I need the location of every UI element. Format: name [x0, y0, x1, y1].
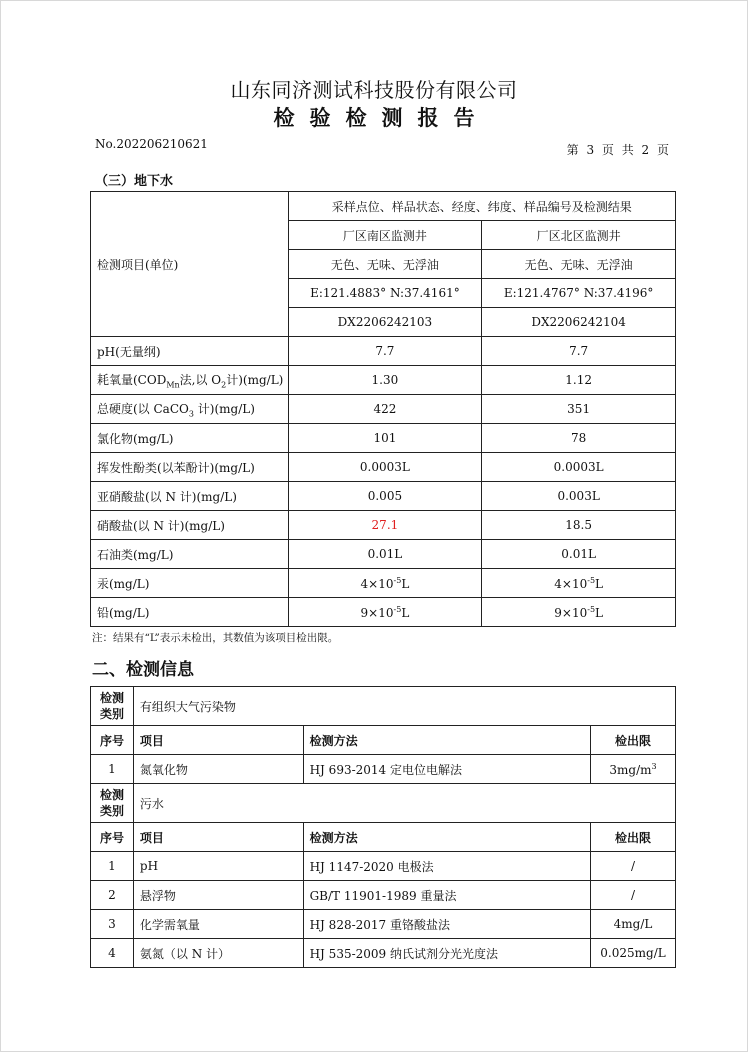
result-value: 1.12 [482, 366, 676, 395]
sample-id: DX2206242103 [288, 308, 482, 337]
result-value: 7.7 [482, 337, 676, 366]
item-unit-header: 检测项目(单位) [91, 192, 289, 337]
table-row [91, 424, 676, 453]
row-no: 4 [91, 939, 134, 968]
section-detection-info-title: 二、检测信息 [92, 660, 194, 680]
row-item: 氨氮（以 N 计） [133, 939, 303, 968]
result-value: 0.01L [482, 540, 676, 569]
category-row [91, 687, 676, 726]
result-value: 0.0003L [288, 453, 482, 482]
result-value: 78 [482, 424, 676, 453]
header-no: 序号 [91, 823, 134, 852]
sample-state: 无色、无味、无浮油 [288, 250, 482, 279]
table-row [91, 482, 676, 511]
row-limit: 0.025mg/L [591, 939, 676, 968]
result-value: 7.7 [288, 337, 482, 366]
item-label: 汞(mg/L) [91, 569, 289, 598]
company-name: 山东同济测试科技股份有限公司 [230, 78, 518, 102]
result-value: $9\times 10^{-5}L$ [288, 598, 482, 627]
header-item: 项目 [133, 823, 303, 852]
results-span-header: 采样点位、样品状态、经度、纬度、样品编号及检测结果 [288, 192, 675, 221]
header-limit: 检出限 [591, 726, 676, 755]
site-name: 厂区南区监测井 [288, 221, 482, 250]
header-method: 检测方法 [303, 823, 590, 852]
item-label: 硝酸盐(以 N 计)(mg/L) [91, 511, 289, 540]
row-item: 氮氧化物 [133, 755, 303, 784]
row-no: 1 [91, 852, 134, 881]
header-method: 检测方法 [303, 726, 590, 755]
column-header-row [91, 823, 676, 852]
result-value: $9\times 10^{-5}L$ [482, 598, 676, 627]
column-header-row [91, 726, 676, 755]
row-method: HJ 1147-2020 电极法 [303, 852, 590, 881]
header-item: 项目 [133, 726, 303, 755]
result-value: 0.0003L [482, 453, 676, 482]
report-number: No.202206210621 [95, 137, 208, 151]
item-label: 耗氧量($COD_{Mn}$法,以 $O_2$计)(mg/L) [91, 366, 289, 395]
row-method: HJ 828-2017 重铬酸盐法 [303, 910, 590, 939]
item-label: pH(无量纲) [91, 337, 289, 366]
row-item: 悬浮物 [133, 881, 303, 910]
result-value: 0.003L [482, 482, 676, 511]
table-row [91, 755, 676, 784]
row-method: HJ 693-2014 定电位电解法 [303, 755, 590, 784]
table-row [91, 540, 676, 569]
category-row [91, 784, 676, 823]
result-value: 101 [288, 424, 482, 453]
report-title: 检验检测报告 [273, 105, 490, 130]
sample-state: 无色、无味、无浮油 [482, 250, 676, 279]
row-item: 化学需氧量 [133, 910, 303, 939]
row-no: 1 [91, 755, 134, 784]
table-row [91, 939, 676, 968]
table-row [91, 395, 676, 424]
site-coordinates: E:121.4767° N:37.4196° [482, 279, 676, 308]
item-label: 氯化物(mg/L) [91, 424, 289, 453]
result-value-highlighted: 27.1 [288, 511, 482, 540]
item-label: 铅(mg/L) [91, 598, 289, 627]
footnote: 注：结果有“L”表示未检出，其数值为该项目检出限。 [92, 632, 339, 644]
detection-info-table [90, 686, 676, 968]
section-groundwater-title: （三）地下水 [95, 174, 174, 189]
table-row [91, 453, 676, 482]
page-info: 第 3 页 共 2 页 [566, 143, 671, 157]
row-limit: / [591, 852, 676, 881]
table-row [91, 881, 676, 910]
result-value: $4\times 10^{-5}L$ [288, 569, 482, 598]
row-no: 2 [91, 881, 134, 910]
table-row [91, 511, 676, 540]
table-row [91, 337, 676, 366]
row-method: HJ 535-2009 纳氏试剂分光光度法 [303, 939, 590, 968]
result-value: 18.5 [482, 511, 676, 540]
item-label: 总硬度(以 CaCO$_3$ 计)(mg/L) [91, 395, 289, 424]
result-value: 422 [288, 395, 482, 424]
result-value: $4\times 10^{-5}L$ [482, 569, 676, 598]
category-value: 污水 [133, 784, 675, 823]
row-no: 3 [91, 910, 134, 939]
row-limit: / [591, 881, 676, 910]
header-no: 序号 [91, 726, 134, 755]
row-item: pH [133, 852, 303, 881]
item-label: 石油类(mg/L) [91, 540, 289, 569]
row-method: GB/T 11901-1989 重量法 [303, 881, 590, 910]
header-limit: 检出限 [591, 823, 676, 852]
table-row [91, 366, 676, 395]
result-value: 0.005 [288, 482, 482, 511]
site-coordinates: E:121.4883° N:37.4161° [288, 279, 482, 308]
groundwater-results-table [90, 191, 676, 627]
category-value: 有组织大气污染物 [133, 687, 675, 726]
result-value: 1.30 [288, 366, 482, 395]
sample-id: DX2206242104 [482, 308, 676, 337]
category-label: 检测 类别 [91, 784, 134, 823]
row-limit: $3mg/m^3$ [591, 755, 676, 784]
table-row [91, 598, 676, 627]
table-row [91, 852, 676, 881]
item-label: 亚硝酸盐(以 N 计)(mg/L) [91, 482, 289, 511]
row-limit: 4mg/L [591, 910, 676, 939]
category-label: 检测 类别 [91, 687, 134, 726]
site-name: 厂区北区监测井 [482, 221, 676, 250]
table-row [91, 910, 676, 939]
table-header-row [91, 192, 676, 221]
result-value: 0.01L [288, 540, 482, 569]
result-value: 351 [482, 395, 676, 424]
table-row [91, 569, 676, 598]
item-label: 挥发性酚类(以苯酚计)(mg/L) [91, 453, 289, 482]
